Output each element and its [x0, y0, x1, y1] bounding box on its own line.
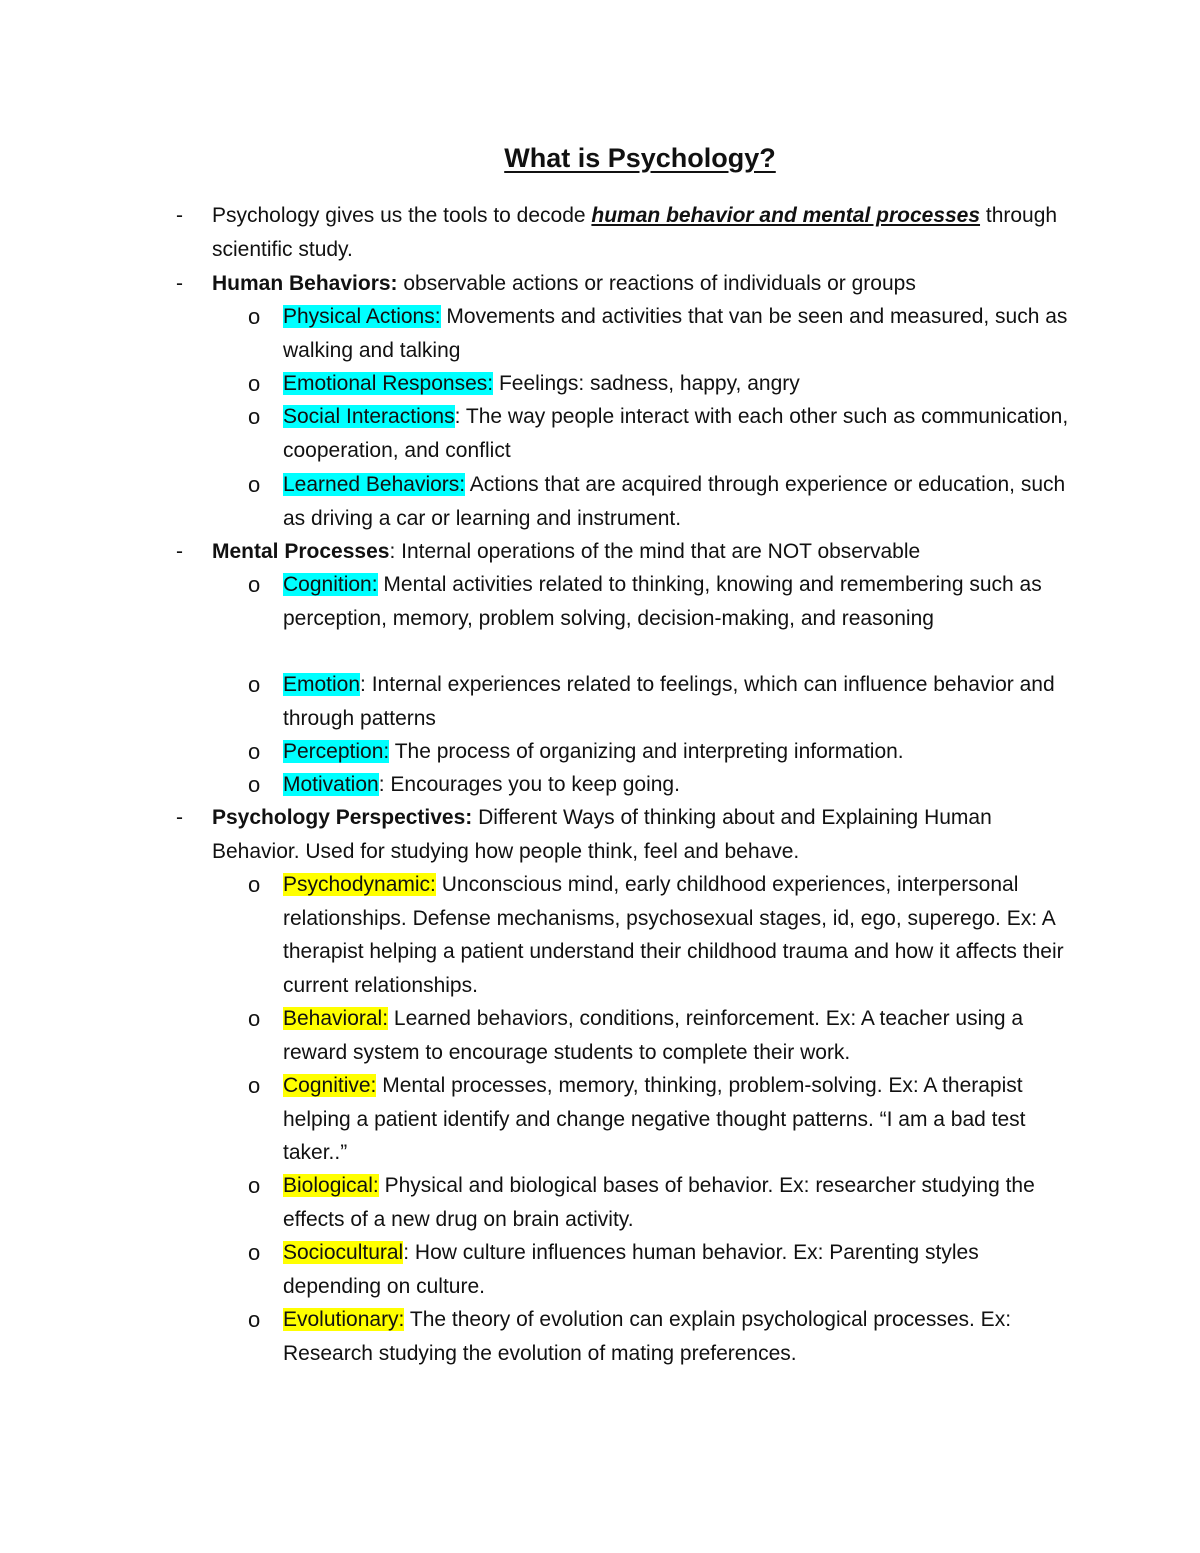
section-human-behaviors	[212, 267, 1072, 301]
item-text: : The way people interact with each other such as communication, cooperation, and conflict	[283, 405, 1069, 462]
term-highlight: Psychodynamic:	[283, 873, 436, 896]
term-highlight: Emotion	[283, 673, 361, 696]
dash-bullet: -	[176, 540, 183, 563]
circle-bullet: o	[248, 872, 261, 897]
list-item-psychodynamic	[283, 868, 1073, 1002]
item-text: : Internal experiences related to feelings, which can influence behavior and through patterns	[283, 673, 1055, 730]
list-item-emotional-responses	[283, 367, 1073, 401]
page-title: What is Psychology?	[504, 143, 776, 173]
circle-bullet: o	[248, 1173, 261, 1198]
item-text: Actions that are acquired through experience or education, such as driving a car or learning and instrument.	[283, 473, 1066, 530]
list-item-biological	[283, 1169, 1073, 1236]
circle-bullet: o	[248, 304, 261, 329]
term-highlight: Social Interactions	[283, 405, 455, 428]
term-highlight: Motivation	[283, 773, 379, 796]
dash-bullet: -	[176, 806, 183, 829]
item-text: : How culture influences human behavior. Ex: Parenting styles depending on culture.	[283, 1241, 979, 1298]
dash-bullet: -	[176, 204, 183, 227]
section-definition: : Internal operations of the mind that are NOT observable	[389, 540, 921, 563]
list-item-cognition	[283, 568, 1073, 635]
circle-bullet: o	[248, 572, 261, 597]
list-item-learned-behaviors	[283, 468, 1073, 535]
term-highlight: Cognitive:	[283, 1074, 377, 1097]
circle-bullet: o	[248, 1073, 261, 1098]
circle-bullet: o	[248, 472, 261, 497]
term-highlight: Learned Behaviors:	[283, 473, 466, 496]
circle-bullet: o	[248, 1006, 261, 1031]
circle-bullet: o	[248, 1307, 261, 1332]
term-highlight: Sociocultural	[283, 1241, 404, 1264]
section-definition: Different Ways of thinking about and Explaining Human Behavior. Used for studying how people think, feel and behave.	[212, 806, 992, 863]
term-highlight: Evolutionary:	[283, 1308, 405, 1331]
list-item-behavioral	[283, 1002, 1073, 1069]
item-text: Unconscious mind, early childhood experiences, interpersonal relationships. Defense mechanisms, psychosexual stages, id, ego, superego. Ex: A therapist helping a patient understand their childhood trauma and how it affects their current relationships.	[283, 873, 1064, 997]
list-item-social-interactions	[283, 400, 1073, 467]
list-item-cognitive	[283, 1069, 1073, 1170]
section-term: Psychology Perspectives:	[212, 806, 473, 829]
list-item-emotion	[283, 668, 1073, 735]
term-highlight: Perception:	[283, 740, 390, 763]
section-psychology-perspectives	[212, 801, 1072, 868]
section-mental-processes	[212, 535, 1072, 569]
section-term: Human Behaviors:	[212, 272, 398, 295]
circle-bullet: o	[248, 404, 261, 429]
circle-bullet: o	[248, 371, 261, 396]
intro-paragraph	[212, 199, 1072, 266]
item-text: : Encourages you to keep going.	[378, 773, 680, 796]
circle-bullet: o	[248, 739, 261, 764]
circle-bullet: o	[248, 672, 261, 697]
dash-bullet: -	[176, 272, 183, 295]
section-definition: observable actions or reactions of individuals or groups	[397, 272, 916, 295]
item-text: The process of organizing and interpreting information.	[389, 740, 904, 763]
list-item-physical-actions	[283, 300, 1073, 367]
list-item-sociocultural	[283, 1236, 1073, 1303]
item-text: Feelings: sadness, happy, angry	[493, 372, 800, 395]
item-text: Learned behaviors, conditions, reinforcement. Ex: A teacher using a reward system to encourage students to complete their work.	[283, 1007, 1024, 1064]
item-text: Movements and activities that van be seen and measured, such as walking and talking	[283, 305, 1068, 362]
term-highlight: Physical Actions:	[283, 305, 441, 328]
list-item-perception	[283, 735, 1073, 769]
circle-bullet: o	[248, 1240, 261, 1265]
intro-text: Psychology gives us the tools to decode	[212, 204, 592, 227]
term-highlight: Biological:	[283, 1174, 379, 1197]
list-item-evolutionary	[283, 1303, 1073, 1370]
circle-bullet: o	[248, 772, 261, 797]
item-text: Mental processes, memory, thinking, problem-solving. Ex: A therapist helping a patient identify and change negative thought patterns. “I am a bad test taker..”	[283, 1074, 1026, 1165]
item-text: The theory of evolution can explain psychological processes. Ex: Research studying the evolution of mating preferences.	[283, 1308, 1012, 1365]
section-term: Mental Processes	[212, 540, 390, 563]
list-item-motivation	[283, 768, 1073, 802]
intro-text-after: through scientific study.	[212, 204, 1058, 261]
item-text: Mental activities related to thinking, knowing and remembering such as perception, memory, problem solving, decision-making, and reasoning	[283, 573, 1042, 630]
term-highlight: Behavioral:	[283, 1007, 389, 1030]
item-text: Physical and biological bases of behavior. Ex: researcher studying the effects of a new drug on brain activity.	[283, 1174, 1035, 1231]
term-highlight: Cognition:	[283, 573, 378, 596]
term-highlight: Emotional Responses:	[283, 372, 494, 395]
intro-emphasis: human behavior and mental processes	[591, 204, 981, 227]
